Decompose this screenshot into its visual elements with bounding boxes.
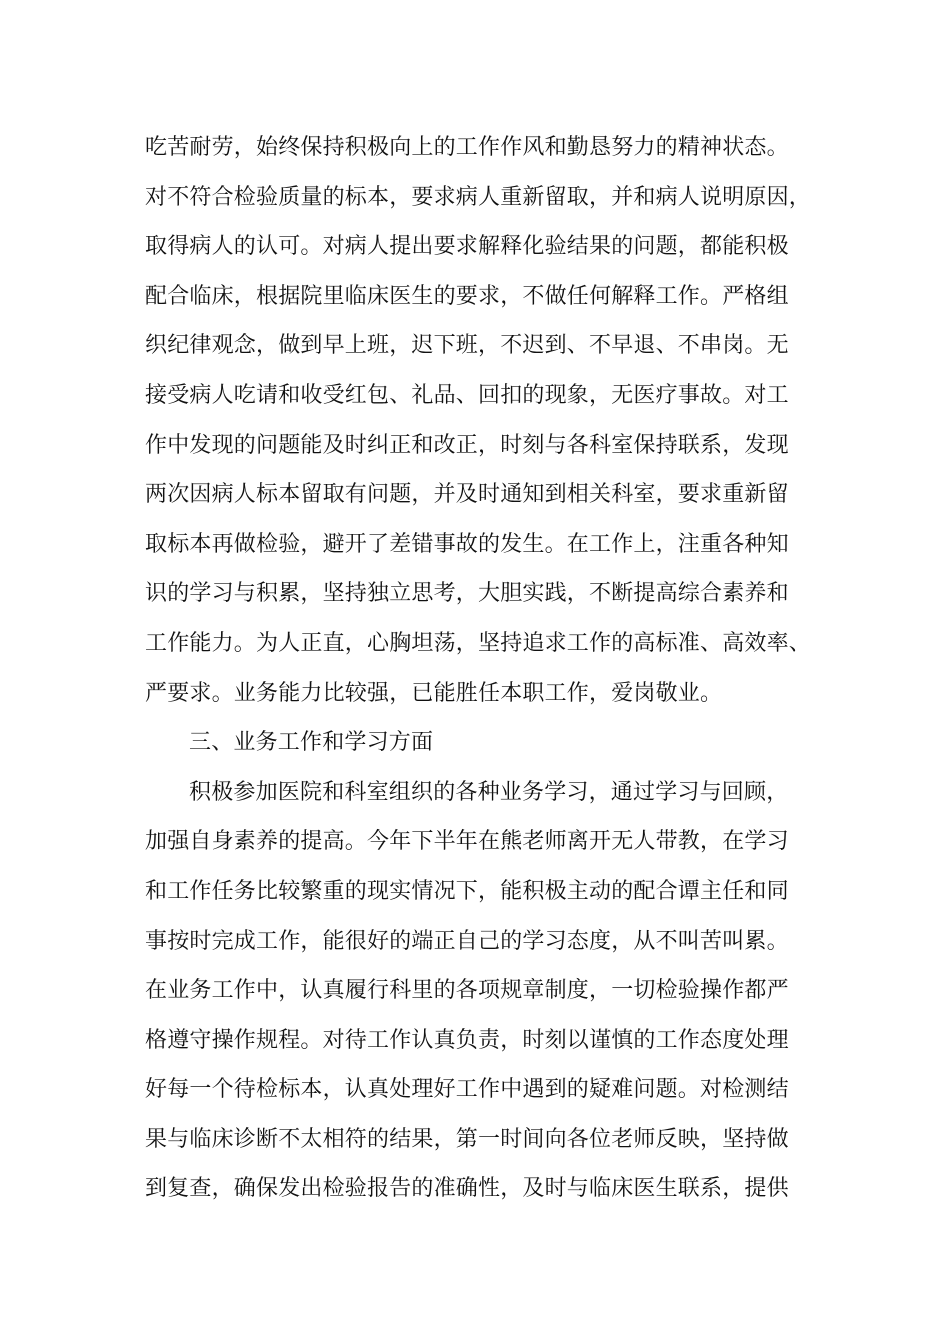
paragraph-line: 识的学习与积累，坚持独立思考，大胆实践，不断提高综合素养和 [145,581,789,607]
paragraph-line: 格遵守操作规程。对待工作认真负责，时刻以谨慎的工作态度处理 [145,1027,789,1053]
document-body [145,128,835,1219]
paragraph-line: 到复查，确保发出检验报告的准确性，及时与临床医生联系，提供 [145,1176,789,1202]
paragraph-line: 取得病人的认可。对病人提出要求解释化验结果的问题，都能积极 [145,234,789,260]
paragraph-line: 接受病人吃请和收受红包、礼品、回扣的现象，无医疗事故。对工 [145,382,789,408]
paragraph-line: 积极参加医院和科室组织的各种业务学习，通过学习与回顾， [189,779,789,805]
paragraph-line: 和工作任务比较繁重的现实情况下，能积极主动的配合谭主任和同 [145,878,789,904]
paragraph-line: 在业务工作中，认真履行科里的各项规章制度，一切检验操作都严 [145,978,789,1004]
paragraph-line: 严要求。业务能力比较强，已能胜任本职工作，爱岗敬业。 [145,680,723,706]
paragraph-line: 果与临床诊断不太相符的结果，第一时间向各位老师反映，坚持做 [145,1126,789,1152]
paragraph-line: 吃苦耐劳，始终保持积极向上的工作作风和勤恳努力的精神状态。 [145,135,789,160]
paragraph-line: 织纪律观念，做到早上班，迟下班，不迟到、不早退、不串岗。无 [145,333,789,359]
paragraph-line: 加强自身素养的提高。今年下半年在熊老师离开无人带教，在学习 [145,829,789,855]
paragraph-line: 事按时完成工作，能很好的端正自己的学习态度，从不叫苦叫累。 [145,928,789,954]
paragraph-line: 作中发现的问题能及时纠正和改正，时刻与各科室保持联系，发现 [145,432,789,458]
paragraph-line: 两次因病人标本留取有问题，并及时通知到相关科室，要求重新留 [145,482,789,508]
paragraph-line: 取标本再做检验，避开了差错事故的发生。在工作上，注重各种知 [145,531,789,557]
paragraph-line: 对不符合检验质量的标本，要求病人重新留取，并和病人说明原因， [145,184,812,210]
section-heading: 三、业务工作和学习方面 [189,730,434,756]
paragraph-line: 好每一个待检标本，认真处理好工作中遇到的疑难问题。对检测结 [145,1077,789,1103]
paragraph-line: 配合临床，根据院里临床医生的要求，不做任何解释工作。严格组 [145,283,789,309]
paragraph-line: 工作能力。为人正直，心胸坦荡，坚持追求工作的高标准、高效率、 [145,630,812,656]
